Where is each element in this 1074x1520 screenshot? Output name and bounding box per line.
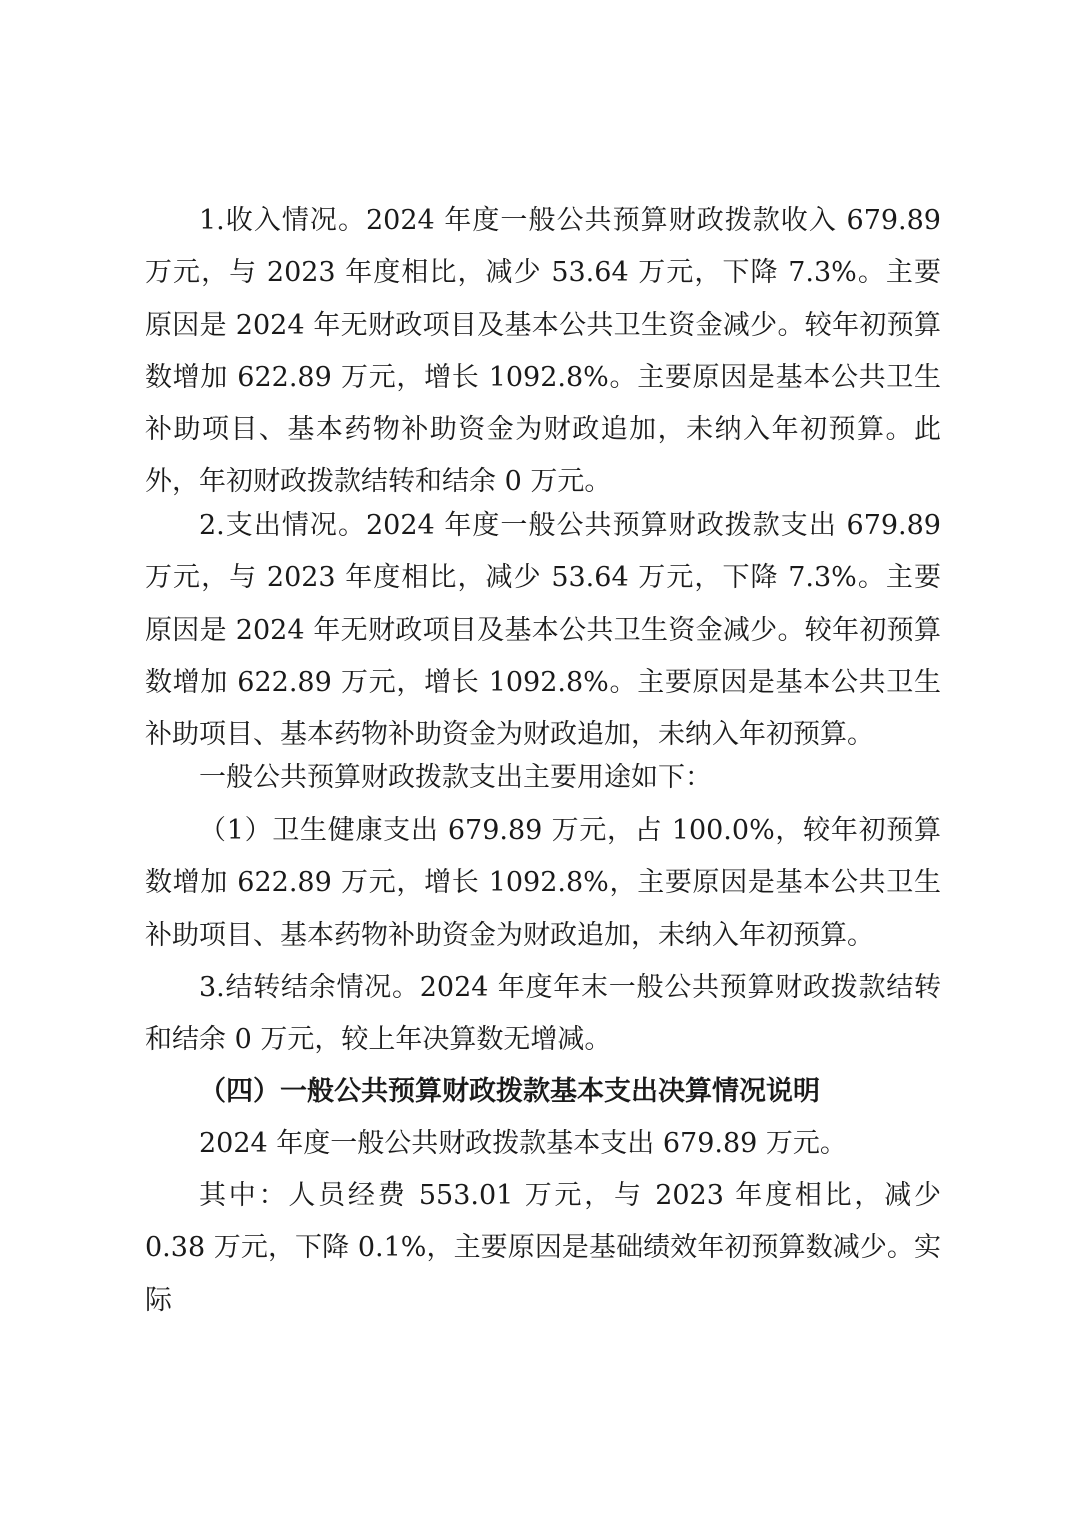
paragraph-usage-intro: 一般公共预算财政拨款支出主要用途如下： (199, 762, 712, 793)
paragraph-carryover: 3.结转结余情况。2024 年度年末一般公共预算财政拨款结转和结余 0 万元，较上年决算数无增减。 (145, 972, 941, 1056)
paragraph-income: 1.收入情况。2024 年度一般公共预算财政拨款收入 679.89 万元，与 2023 年度相比，减少 53.64 万元，下降 7.3%。主要原因是 2024 年无财政项目及基本公共卫生资金减少。较年初预算数增加 622.89 万元，增长 1092.8%。主要原因是基本公共卫生补助项目、基本药物补助资金为财政追加，未纳入年初预算。此外，年初财政拨款结转和结余 0 万元。 (145, 205, 941, 498)
section-heading: （四）一般公共预算财政拨款基本支出决算情况说明 (199, 1076, 820, 1107)
paragraph-personnel-cost: 其中：人员经费 553.01 万元，与 2023 年度相比，减少 0.38 万元，下降 0.1%，主要原因是基础绩效年初预算数减少。实际 (145, 1180, 941, 1316)
paragraph-basic-expenditure: 2024 年度一般公共财政拨款基本支出 679.89 万元。 (199, 1128, 847, 1159)
paragraph-health-expenditure: （1）卫生健康支出 679.89 万元，占 100.0%，较年初预算数增加 622.89 万元，增长 1092.8%，主要原因是基本公共卫生补助项目、基本药物补助资金为财政追加，未纳入年初预算。 (145, 815, 941, 951)
paragraph-expenditure: 2.支出情况。2024 年度一般公共预算财政拨款支出 679.89 万元，与 2023 年度相比，减少 53.64 万元，下降 7.3%。主要原因是 2024 年无财政项目及基本公共卫生资金减少。较年初预算数增加 622.89 万元，增长 1092.8%。主要原因是基本公共卫生补助项目、基本药物补助资金为财政追加，未纳入年初预算。 (145, 510, 941, 751)
